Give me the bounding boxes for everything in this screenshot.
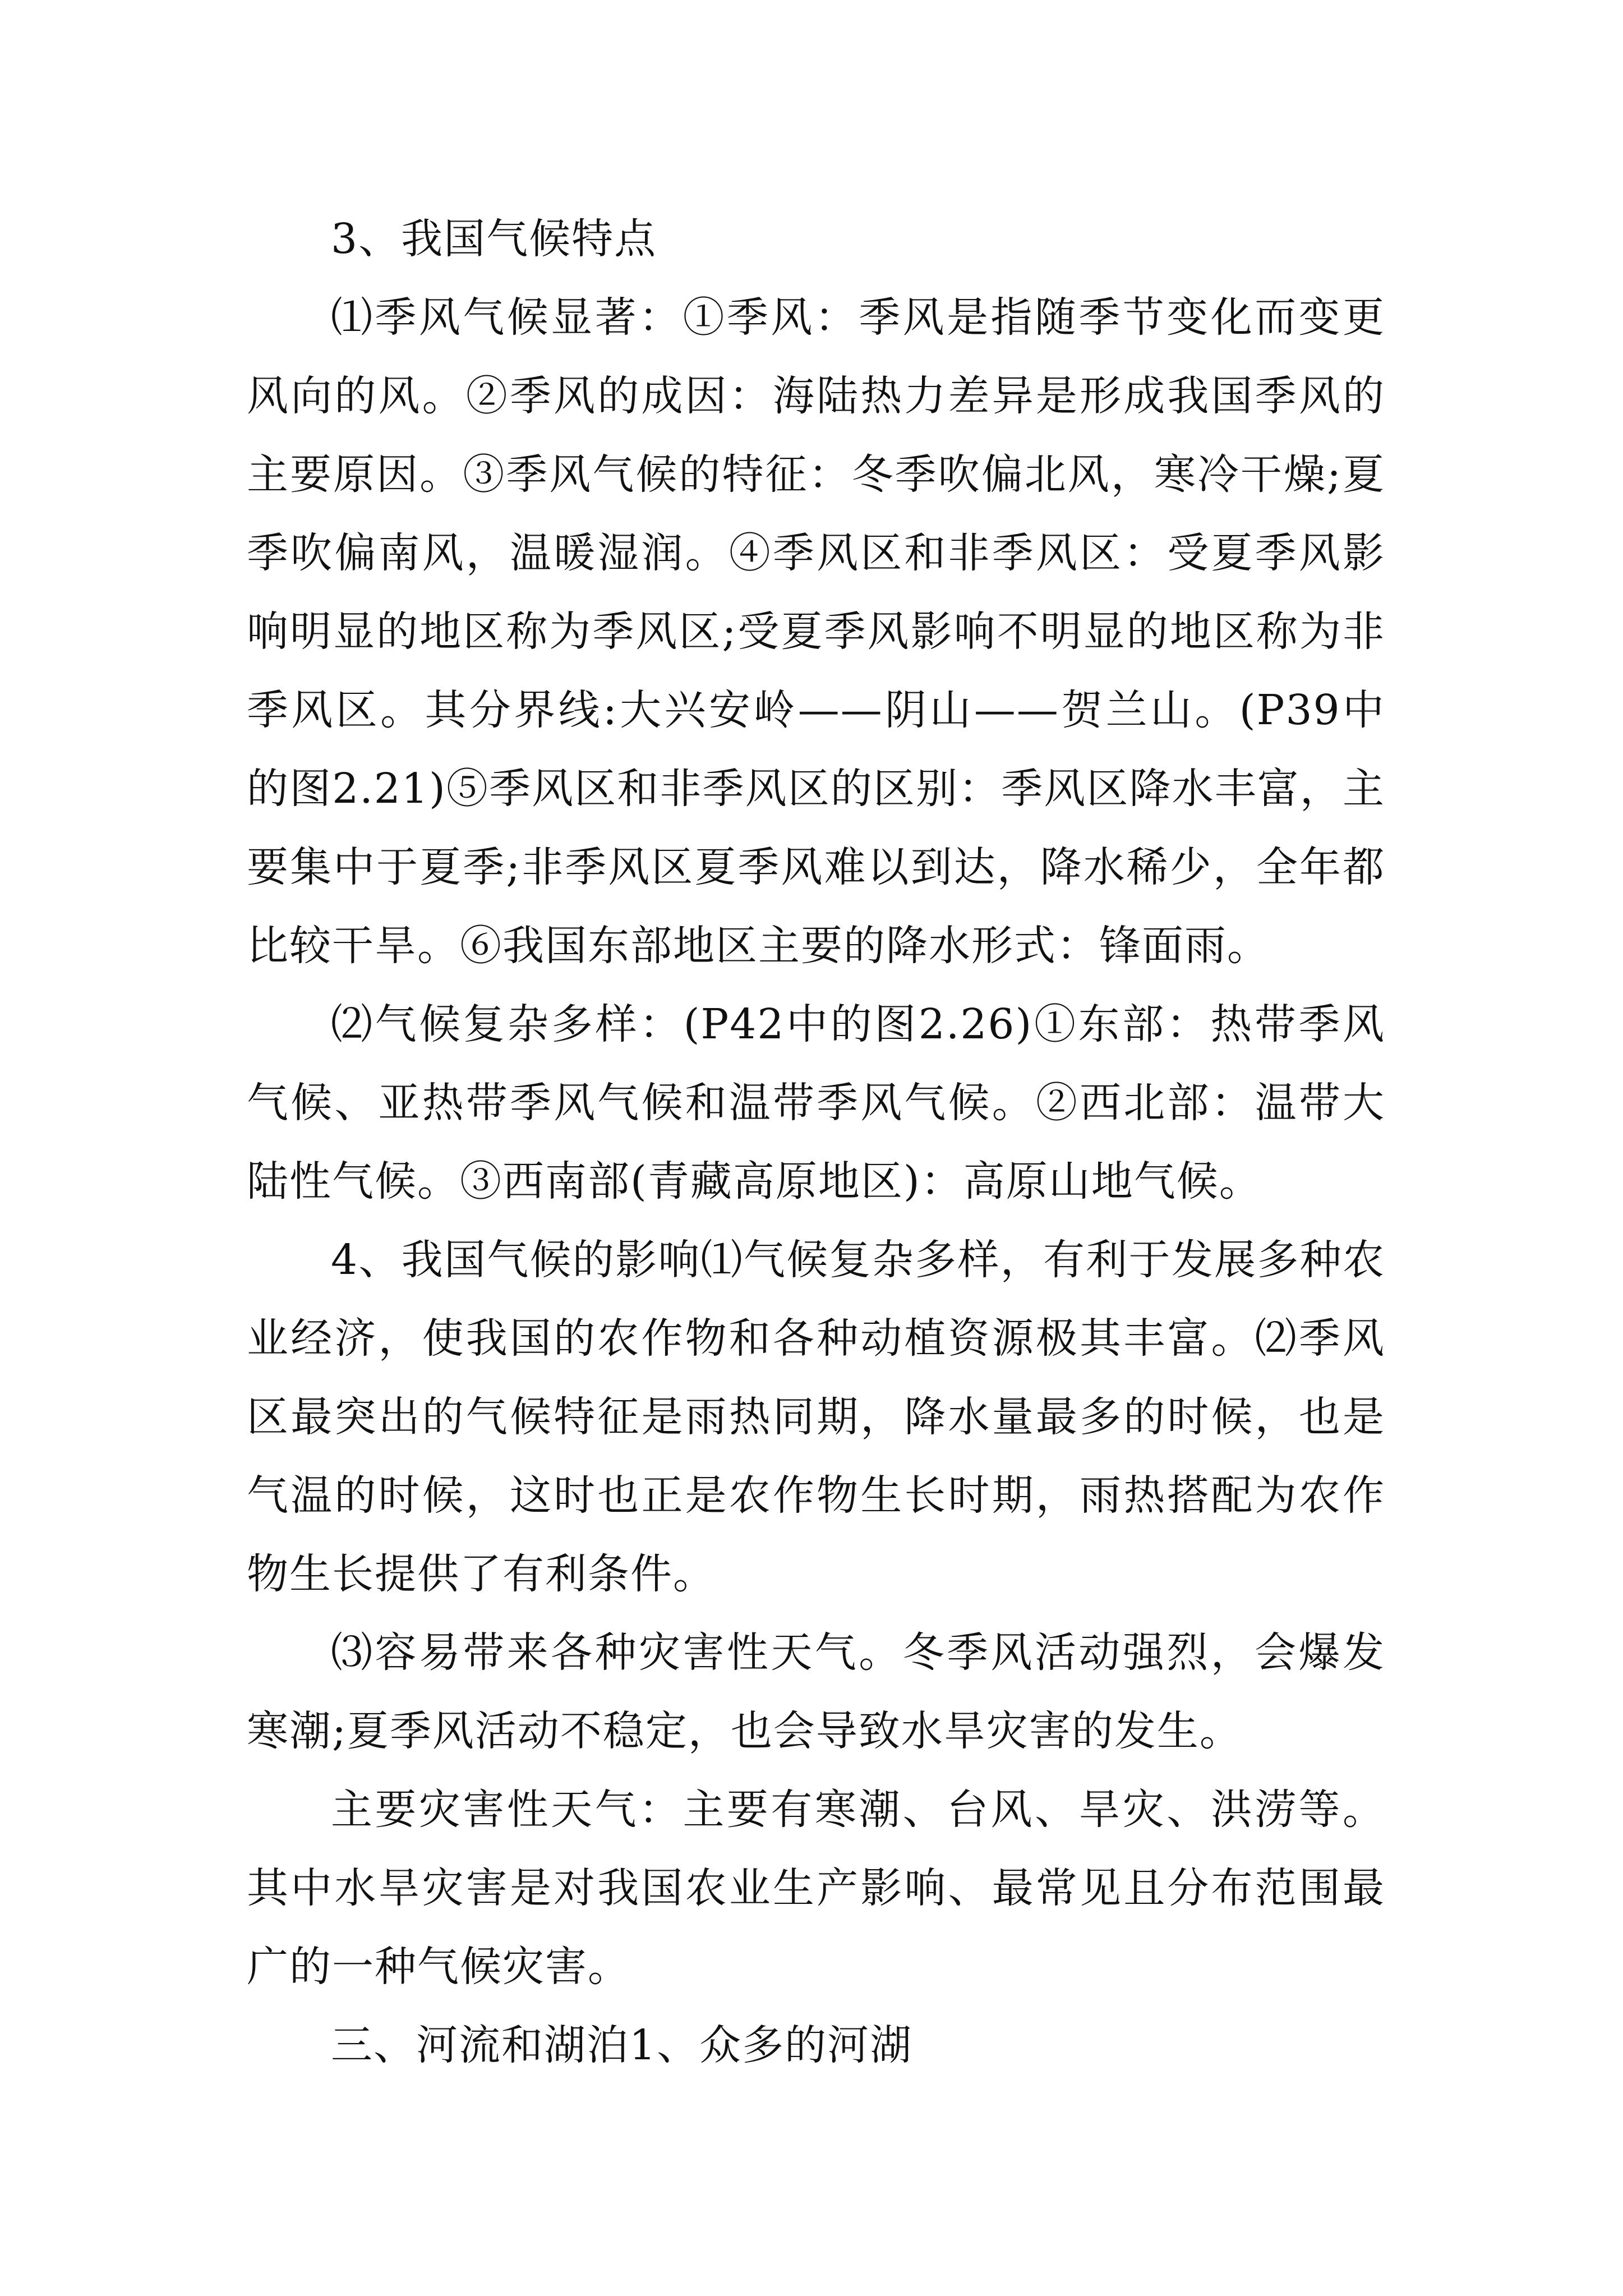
paragraph-main-disasters: 主要灾害性天气：主要有寒潮、台风、旱灾、洪涝等。其中水旱灾害是对我国农业生产影响、最常见且分布范围最广的一种气候灾害。: [247, 1786, 1385, 1991]
section-heading-climate-features: 3、我国气候特点: [331, 215, 657, 263]
paragraph-climate-diversity: ⑵气候复杂多样：(P42中的图2.26)①东部：热带季风气候、亚热带季风气候和温带季风气候。②西北部：温带大陆性气候。③西南部(青藏高原地区)：高原山地气候。: [247, 1000, 1385, 1205]
paragraph-climate-influence: 4、我国气候的影响⑴气候复杂多样，有利于发展多种农业经济，使我国的农作物和各种动植资源极其丰富。⑵季风区最突出的气候特征是雨热同期，降水量最多的时候，也是气温的时候，这时也正是农作物生长时期，雨热搭配为农作物生长提供了有利条件。: [247, 1236, 1385, 1598]
paragraph-monsoon-climate: ⑴季风气候显著：①季风：季风是指随季节变化而变更风向的风。②季风的成因：海陆热力差异是形成我国季风的主要原因。③季风气候的特征：冬季吹偏北风，寒冷干燥;夏季吹偏南风，温暖湿润。④季风区和非季风区：受夏季风影响明显的地区称为季风区;受夏季风影响不明显的地区称为非季风区。其分界线:大兴安岭——阴山——贺兰山。(P39中的图2.21)⑤季风区和非季风区的区别：季风区降水丰富，主要集中于夏季;非季风区夏季风难以到达，降水稀少，全年都比较干旱。⑥我国东部地区主要的降水形式：锋面雨。: [247, 293, 1385, 970]
document-body: [247, 200, 1385, 2085]
section-heading-rivers-lakes: 三、河流和湖泊1、众多的河湖: [331, 2021, 913, 2069]
paragraph-disaster-weather: ⑶容易带来各种灾害性天气。冬季风活动强烈，会爆发寒潮;夏季风活动不稳定，也会导致水旱灾害的发生。: [247, 1628, 1385, 1755]
